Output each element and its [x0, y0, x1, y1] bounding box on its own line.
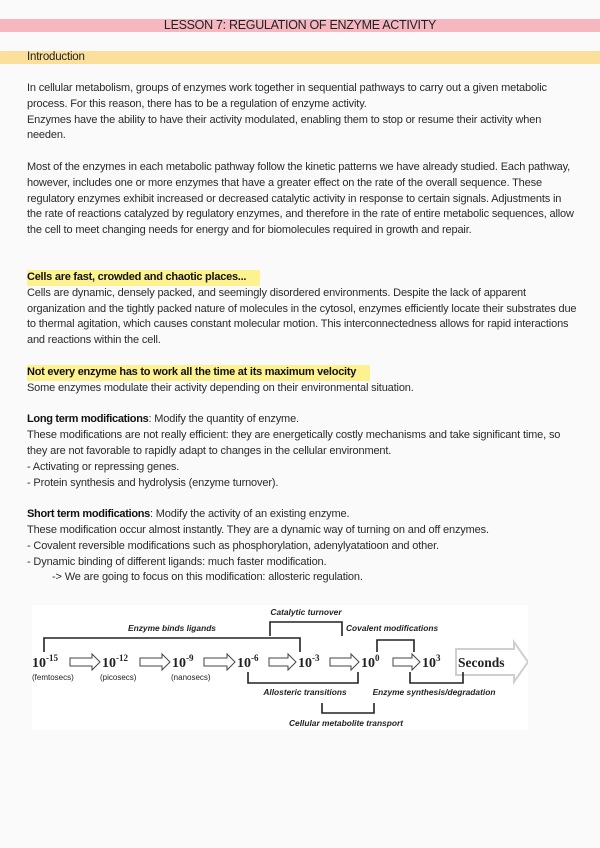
sublabel-femtosecs: (femtosecs)	[32, 673, 74, 682]
sublabel-picosecs: (picosecs)	[100, 673, 137, 682]
power-of-ten: $10^0$	[361, 653, 380, 671]
label-enzyme-synthesis: Enzyme synthesis/degradation	[372, 687, 496, 697]
timescale-diagram	[32, 605, 528, 730]
label-metabolite-transport: Cellular metabolite transport	[288, 718, 404, 728]
intro-paragraph	[27, 81, 577, 144]
cells-text: Cells are dynamic, densely packed, and seemingly disordered environments. Despite the lack of apparent organization and the tightly packed nature of molecules in the cytosol, enzymes efficiently locate their substrates due to thermal agitation, which causes constant molecular motion. This interconnectedness allows for rapid interactions and reactions within the cell.	[27, 286, 577, 347]
bracket-metabolite-transport	[322, 703, 374, 713]
power-of-ten: $10^{-9}$	[172, 653, 194, 671]
power-of-ten: $10^{-3}$	[298, 653, 320, 671]
bracket-covalent-modifications	[377, 640, 414, 652]
long-term-label: Long term modifications	[27, 413, 149, 426]
long-term-text: These modifications are not really efficient: they are energetically costly mechanisms and take significant time, so they are not favorable to rapidly adapt to changes in the cellular environment.	[27, 429, 561, 457]
kinetics-paragraph	[27, 160, 577, 239]
bracket-allosteric-transitions	[248, 672, 358, 683]
long-term-summary: : Modify the quantity of enzyme.	[148, 413, 299, 426]
short-term-text: These modification occur almost instantly. They are a dynamic way of turning on and off enzymes.	[27, 523, 489, 536]
short-term-item: - Covalent reversible modifications such as phosphorylation, adenylyatatioon and other.	[27, 539, 439, 552]
short-term-summary: : Modify the activity of an existing enzyme.	[149, 508, 350, 521]
power-of-ten: $10^{-15}$	[32, 653, 58, 671]
label-enzyme-binds-ligands: Enzyme binds ligands	[128, 623, 216, 633]
intro-line: Enzymes have the ability to have their activity modulated, enabling them to stop or resume their activity when needen.	[27, 113, 542, 142]
label-catalytic-turnover: Catalytic turnover	[270, 607, 342, 617]
power-of-ten: $10^3$	[422, 653, 441, 671]
power-of-ten: $10^{-6}$	[237, 653, 259, 671]
cells-heading: Cells are fast, crowded and chaotic places...	[27, 271, 247, 283]
velocity-heading: Not every enzyme has to work all the time at its maximum velocity	[27, 366, 357, 378]
section-heading: Introduction	[27, 51, 85, 63]
page-title-bar	[0, 19, 600, 32]
bracket-enzyme-binds-ligands	[44, 638, 300, 652]
long-term-item: - Activating or repressing genes.	[27, 460, 180, 473]
short-term-label: Short term modifications	[27, 508, 150, 521]
sublabel-nanosecs: (nanosecs)	[171, 673, 211, 682]
velocity-section	[27, 365, 577, 586]
timeline-arrow-icon	[330, 654, 359, 670]
timeline-arrow-icon	[70, 654, 100, 670]
label-allosteric-transitions: Allosteric transitions	[263, 687, 347, 697]
seconds-label: Seconds	[458, 655, 505, 670]
cells-section	[27, 270, 577, 349]
short-term-item: - Dynamic binding of different ligands: much faster modification.	[27, 555, 327, 568]
short-term-note: -> We are going to focus on this modification: allosteric regulation.	[52, 571, 363, 584]
power-of-ten: $10^{-12}$	[102, 653, 128, 671]
bracket-catalytic-turnover	[270, 622, 342, 636]
kinetics-text: Most of the enzymes in each metabolic pathway follow the kinetic patterns we have already studied. Each pathway, however, includes one or more enzymes that have a greater effect on the rate of the overall sequence. These regulatory enzymes exhibit increased or decreased catalytic activity in response to certain signals. Adjustments in the rate of reactions catalyzed by regulatory enzymes, and therefore in the rate of entire metabolic sequences, allow the cell to meet changing needs for energy and for biomolecules required in growth and repair.	[27, 161, 574, 237]
intro-line: In cellular metabolism, groups of enzymes work together in sequential pathways to carry out a given metabolic process. For this reason, there has to be a regulation of enzyme activity.	[27, 82, 547, 110]
timeline-arrow-icon	[204, 654, 235, 670]
velocity-heading-highlight	[27, 365, 370, 381]
page-title: LESSON 7: REGULATION OF ENZYME ACTIVITY	[163, 18, 437, 32]
cells-heading-highlight	[27, 270, 260, 286]
long-term-item: - Protein synthesis and hydrolysis (enzyme turnover).	[27, 476, 279, 489]
section-heading-bar	[0, 51, 600, 64]
velocity-text: Some enzymes modulate their activity depending on their environmental situation.	[27, 381, 414, 394]
timeline-arrow-icon	[140, 654, 170, 670]
timeline-arrow-icon	[393, 654, 420, 670]
timeline-arrow-icon	[269, 654, 296, 670]
label-covalent-modifications: Covalent modifications	[346, 623, 439, 633]
timescale-diagram-svg	[32, 605, 528, 730]
